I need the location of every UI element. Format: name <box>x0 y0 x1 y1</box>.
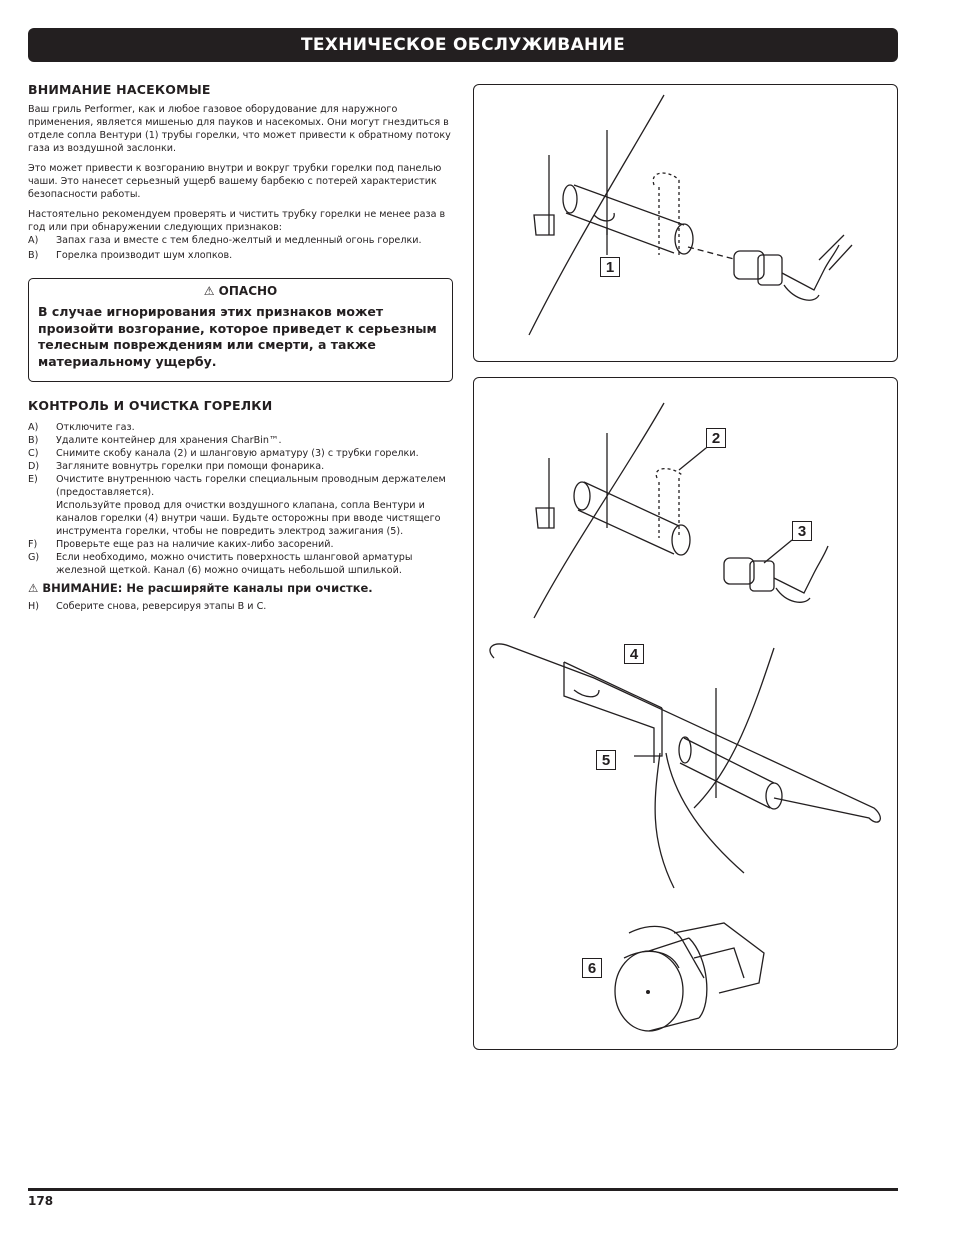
list-letter: D) <box>28 461 40 472</box>
list-letter: B) <box>28 250 39 261</box>
insects-title: ВНИМАНИЕ НАСЕКОМЫЕ <box>28 82 211 97</box>
list-text: Отключите газ. <box>56 422 135 433</box>
callout-5: 5 <box>596 750 616 770</box>
list-item <box>28 551 448 577</box>
list-letter <box>28 499 56 538</box>
list-item <box>28 538 448 551</box>
list-text: Очистите внутреннюю часть горелки специальным проводным держателем (предоставляется). <box>56 474 446 498</box>
danger-heading: ⚠ ОПАСНО <box>203 284 278 298</box>
list-letter: H) <box>28 601 39 612</box>
danger-text: В случае игнорирования этих признаков может произойти возгорание, которое приведет к серьезным телесным повреждениям или смерти, а также материальному ущербу. <box>38 304 437 369</box>
callout-4: 4 <box>624 644 644 664</box>
cleaning-title: КОНТРОЛЬ И ОЧИСТКА ГОРЕЛКИ <box>28 398 273 413</box>
insects-para-2: Это может привести к возгоранию внутри и вокруг трубки горелки под панелью чаши. Это нанесет серьезный ущерб вашему барбекю с потерей характеристик безопасности работы. <box>28 163 442 200</box>
list-text: Снимите скобу канала (2) и шланговую арматуру (3) с трубки горелки. <box>56 448 419 459</box>
list-item <box>28 473 448 499</box>
footer-rule <box>28 1188 898 1191</box>
list-letter: C) <box>28 448 39 459</box>
danger-box <box>28 278 453 382</box>
list-item <box>28 600 448 613</box>
callout-1: 1 <box>600 257 620 277</box>
insects-section <box>28 82 456 262</box>
list-text: Если необходимо, можно очистить поверхность шланговой арматуры железной щеткой. Канал (6) можно очищать небольшой шпилькой. <box>56 552 413 576</box>
list-text: Соберите снова, реверсируя этапы B и C. <box>56 601 267 612</box>
list-letter: A) <box>28 235 39 246</box>
list-item <box>28 234 456 247</box>
cleaning-illustration <box>474 378 896 1048</box>
warning-text: ⚠ ВНИМАНИЕ: Не расширяйте каналы при очистке. <box>28 581 373 595</box>
list-text: Запах газа и вместе с тем бледно-желтый и медленный огонь горелки. <box>56 235 422 246</box>
list-item <box>28 249 456 262</box>
callout-2: 2 <box>706 428 726 448</box>
venturi-illustration <box>474 85 896 360</box>
list-item <box>28 434 448 447</box>
insects-para-3: Настоятельно рекомендуем проверять и чистить трубку горелки не менее раза в год или при обнаружении следующих признаков: <box>28 209 446 233</box>
list-text: Горелка производит шум хлопков. <box>56 250 233 261</box>
list-letter: B) <box>28 435 39 446</box>
header-bar <box>28 28 898 62</box>
callout-3: 3 <box>792 521 812 541</box>
figure-venturi <box>473 84 898 362</box>
list-letter: F) <box>28 539 38 550</box>
list-text: Проверьте еще раз на наличие каких-либо засорений. <box>56 539 334 550</box>
page-title: ТЕХНИЧЕСКОЕ ОБСЛУЖИВАНИЕ <box>300 35 625 55</box>
list-letter: G) <box>28 552 40 563</box>
list-letter: E) <box>28 474 38 485</box>
figure-cleaning <box>473 377 898 1050</box>
list-text: Загляните вовнутрь горелки при помощи фонарика. <box>56 461 325 472</box>
list-text: Удалите контейнер для хранения CharBin™. <box>56 435 282 446</box>
list-text: Используйте провод для очистки воздушного клапана, сопла Вентури и каналов горелки (4) внутри чаши. Будьте осторожны при вводе чистящего инструмента горелки, чтобы не повредить электрод зажигания (5). <box>56 500 441 537</box>
cleaning-section <box>28 398 448 613</box>
list-item <box>28 421 448 434</box>
list-item <box>28 460 448 473</box>
list-letter: A) <box>28 422 39 433</box>
insects-para-1: Ваш гриль Performer, как и любое газовое оборудование для наружного применения, является мишенью для пауков и насекомых. Они могут гнездиться в отделе сопла Вентури (1) трубы горелки, что может привести к обратному потоку газа из воздушной заслонки. <box>28 104 451 154</box>
page-number: 178 <box>28 1194 54 1208</box>
list-item <box>28 447 448 460</box>
list-item <box>28 499 448 538</box>
callout-6: 6 <box>582 958 602 978</box>
orifice-port <box>646 990 650 994</box>
